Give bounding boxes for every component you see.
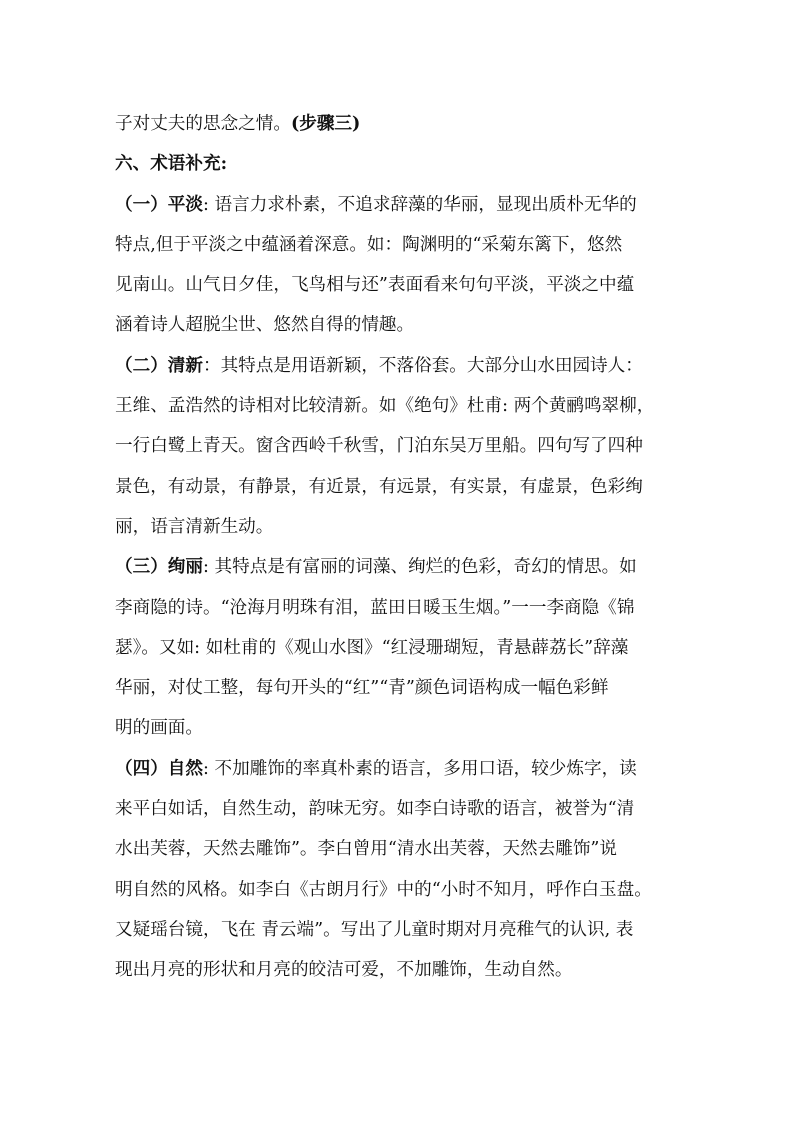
term-title-pingdan: （一）平淡 (115, 193, 203, 215)
text-line-21 (115, 910, 685, 950)
text-line-18 (115, 789, 685, 829)
section-heading (115, 144, 685, 184)
text-run: 李商隐的诗。“沧海月明珠有泪，蓝田日暖玉生烟。”一一李商隐《锦 (115, 597, 635, 618)
text-line-20 (115, 870, 685, 910)
text-run: : 不加雕饰的率真朴素的语言，多用口语，较少炼字，读 (202, 758, 637, 779)
step-label: (步骤三) (290, 113, 361, 134)
text-line-9 (115, 426, 685, 466)
term-title-xuanli: （三）绚丽 (115, 556, 203, 578)
term-title-qingxin: （二）清新 (115, 354, 203, 376)
text-line-6 (115, 305, 685, 345)
text-run: 特点,但于平淡之中蕴涵着深意。如：陶渊明的“采菊东篱下，悠然 (115, 234, 623, 255)
text-run: 一行白鹭上青天。窗含西岭千秋雪，门泊东吴万里船。四句写了四种 (115, 436, 643, 457)
text-line-11 (115, 507, 685, 547)
text-run: 王维、孟浩然的诗相对比较清新。如《绝句》杜甫: 两个黄鹂鸣翠柳， (115, 396, 655, 417)
text-line-10 (115, 467, 685, 507)
text-run: 现出月亮的形状和月亮的皎洁可爱，不加雕饰，生动自然。 (115, 960, 573, 981)
text-run: 景色，有动景，有静景，有近景，有远景，有实景，有虚景，色彩绚 (115, 476, 643, 497)
section-heading-text: 六、术语补充: (115, 153, 228, 175)
text-line-4 (115, 225, 685, 265)
text-line-14 (115, 628, 685, 668)
term-qingxin-line (115, 346, 685, 386)
term-pingdan-line (115, 185, 685, 225)
text-run: : 语言力求朴素，不追求辞藻的华丽，显现出质朴无华的 (202, 194, 637, 215)
text-run: : 其特点是有富丽的词藻、绚烂的色彩，奇幻的情思。如 (202, 557, 637, 578)
text-run: 子对丈夫的思念之情。 (115, 114, 291, 134)
text-run: 来平白如话，自然生动，韵味无穷。如李白诗歌的语言，被誉为“清 (115, 799, 635, 820)
text-run: 瑟》。又如: 如杜甫的《观山水图》“红浸珊瑚短，青悬薜荔长”辞藻 (115, 637, 629, 658)
text-run: 又疑瑶台镜，飞在 青云端”。写出了儿童时期对月亮稚气的认识, 表 (115, 919, 634, 940)
text-line-22 (115, 950, 685, 990)
text-run: 明自然的风格。如李白《古朗月行》中的“小时不知月，呼作白玉盘。 (115, 879, 652, 900)
text-run: 见南山。山气日夕佳，飞鸟相与还”表面看来句句平淡，平淡之中蕴 (115, 275, 635, 296)
text-line-8 (115, 386, 685, 426)
text-line-1 (115, 104, 685, 144)
term-ziran-line (115, 749, 685, 789)
text-run: 涵着诗人超脱尘世、悠然自得的情趣。 (115, 315, 415, 336)
text-run: 明的画面。 (115, 718, 203, 739)
text-line-16 (115, 708, 685, 748)
text-line-15 (115, 668, 685, 708)
text-run: 水出芙蓉，天然去雕饰”。李白曾用“清水出芙蓉，天然去雕饰”说 (115, 839, 618, 860)
text-run: 华丽，对仗工整，每句开头的“红”“青”颜色词语构成一幅色彩鲜 (115, 678, 609, 699)
text-run: 丽，语言清新生动。 (115, 516, 274, 537)
term-title-ziran: （四）自然 (115, 757, 203, 779)
term-xuanli-line (115, 547, 685, 587)
text-line-13 (115, 588, 685, 628)
text-line-19 (115, 829, 685, 869)
text-run: ：其特点是用语新颖，不落俗套。大部分山水田园诗人： (202, 355, 643, 376)
document-page (115, 104, 685, 991)
text-line-5 (115, 265, 685, 305)
